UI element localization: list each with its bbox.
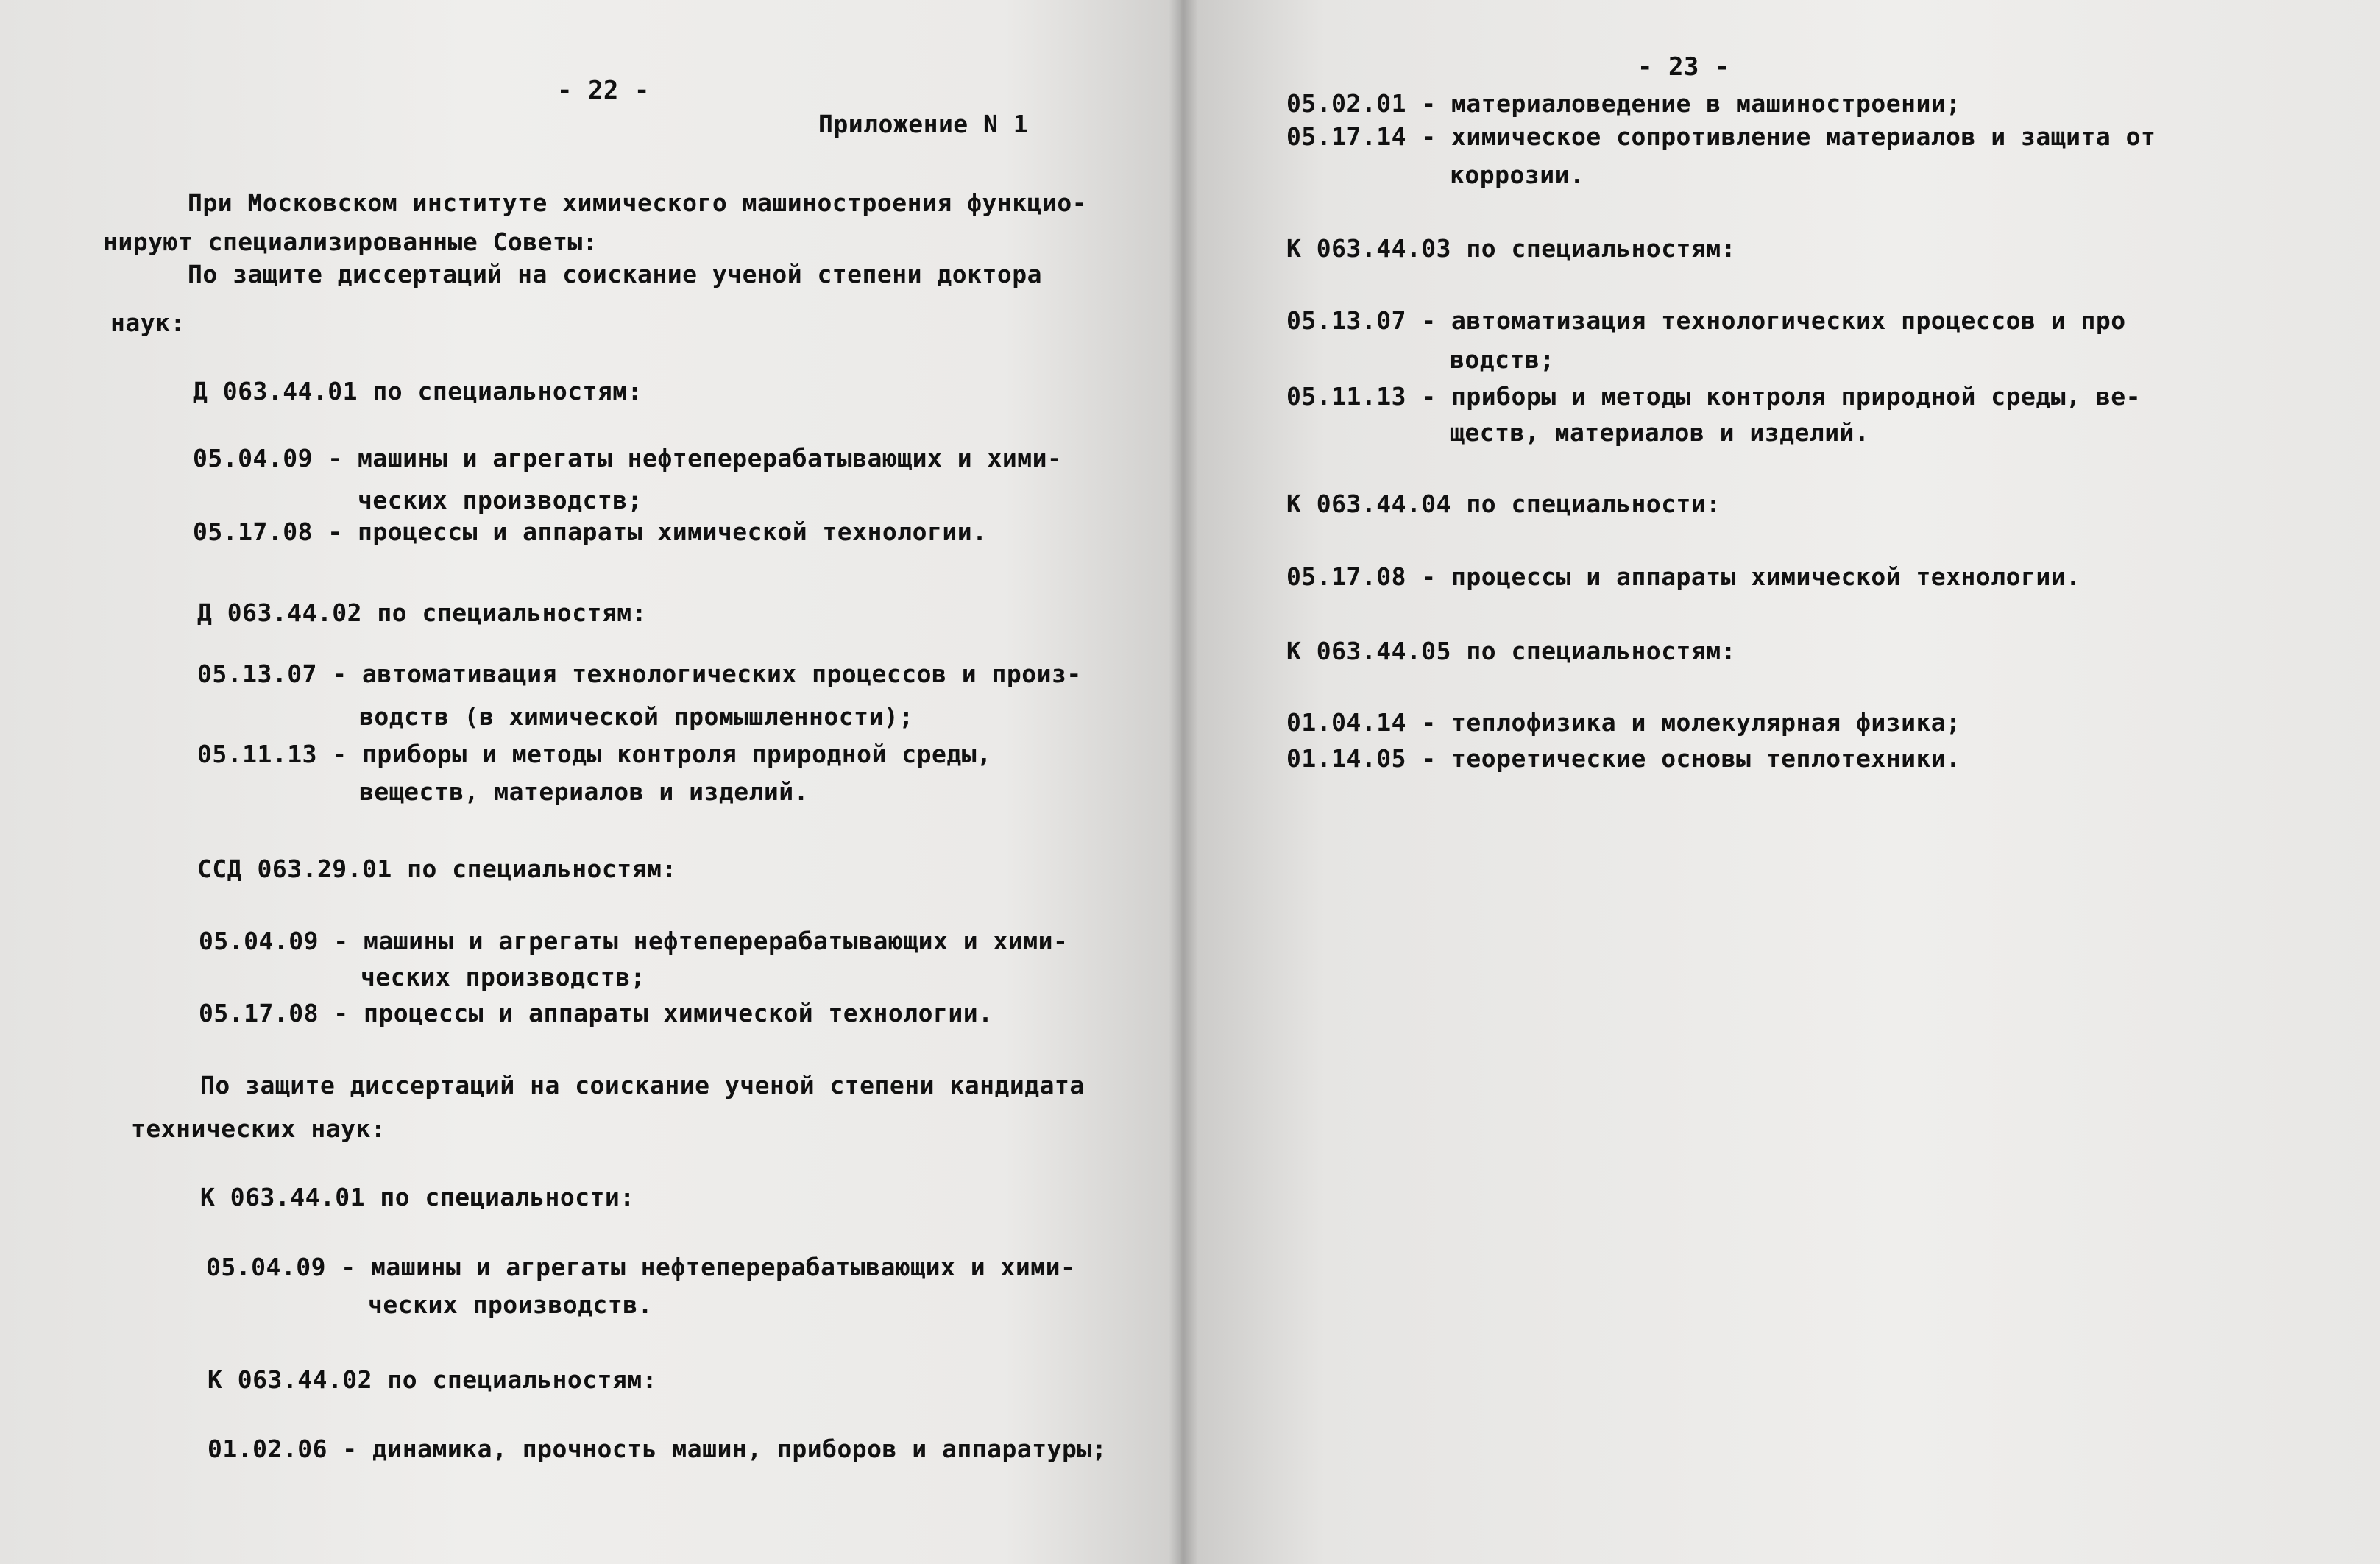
specialty-item: 05.13.07 - автоматизация технологических процессов и про bbox=[1286, 306, 2126, 335]
council-heading: Д 063.44.01 по специальностям: bbox=[193, 377, 643, 406]
appendix-heading: Приложение N 1 bbox=[818, 110, 1029, 138]
specialty-item: 05.04.09 - машины и агрегаты нефтеперерабатывающих и хими- bbox=[193, 444, 1063, 473]
council-heading: К 063.44.05 по специальностям: bbox=[1286, 637, 1737, 665]
specialty-item: ческих производств. bbox=[368, 1290, 653, 1319]
specialty-item: 01.14.05 - теоретические основы теплотехники. bbox=[1286, 744, 1961, 773]
section-heading-doctor: По защите диссертаций на соискание ученой степени доктора bbox=[188, 260, 1042, 289]
council-heading: К 063.44.02 по специальностям: bbox=[208, 1365, 658, 1394]
specialty-item: 05.17.08 - процессы и аппараты химической технологии. bbox=[1286, 562, 2081, 591]
council-heading: К 063.44.01 по специальности: bbox=[200, 1183, 635, 1211]
intro-text: При Московском институте химического машиностроения функцио- bbox=[188, 188, 1088, 217]
council-heading: Д 063.44.02 по специальностям: bbox=[197, 598, 648, 627]
specialty-item: 05.11.13 - приборы и методы контроля природной среды, ве- bbox=[1286, 382, 2141, 411]
specialty-item: 05.02.01 - материаловедение в машиностроении; bbox=[1286, 89, 1961, 118]
section-heading-candidate: По защите диссертаций на соискание ученой степени кандидата bbox=[200, 1071, 1085, 1100]
specialty-item: 01.02.06 - динамика, прочность машин, приборов и аппаратуры; bbox=[208, 1434, 1108, 1463]
left-page bbox=[0, 0, 1181, 1564]
council-heading: ССД 063.29.01 по специальностям: bbox=[197, 854, 677, 883]
specialty-item: коррозии. bbox=[1450, 160, 1585, 189]
section-heading-candidate: технических наук: bbox=[131, 1114, 386, 1143]
specialty-item: ществ, материалов и изделий. bbox=[1450, 418, 1870, 447]
specialty-item: ческих производств; bbox=[358, 486, 642, 514]
specialty-item: 01.04.14 - теплофизика и молекулярная физика; bbox=[1286, 708, 1961, 737]
specialty-item: 05.04.09 - машины и агрегаты нефтеперерабатывающих и хими- bbox=[199, 927, 1069, 955]
specialty-item: 05.17.14 - химическое сопротивление материалов и защита от bbox=[1286, 122, 2156, 151]
council-heading: К 063.44.04 по специальности: bbox=[1286, 489, 1721, 518]
specialty-item: водств; bbox=[1450, 345, 1555, 374]
page-number: - 23 - bbox=[1637, 52, 1730, 82]
right-page bbox=[1181, 0, 2380, 1564]
specialty-item: 05.13.07 - автомативация технологических процессов и произ- bbox=[197, 659, 1082, 688]
specialty-item: 05.04.09 - машины и агрегаты нефтеперерабатывающих и хими- bbox=[206, 1253, 1076, 1281]
section-heading-doctor: наук: bbox=[110, 308, 185, 337]
book-gutter-shadow bbox=[1169, 0, 1198, 1564]
specialty-item: веществ, материалов и изделий. bbox=[359, 777, 810, 806]
specialty-item: 05.17.08 - процессы и аппараты химической технологии. bbox=[199, 999, 994, 1027]
page-number: - 22 - bbox=[557, 76, 650, 105]
specialty-item: водств (в химической промышленности); bbox=[359, 702, 914, 731]
intro-text: нируют специализированные Советы: bbox=[103, 227, 598, 256]
specialty-item: 05.17.08 - процессы и аппараты химической технологии. bbox=[193, 517, 988, 546]
specialty-item: ческих производств; bbox=[361, 963, 645, 991]
council-heading: К 063.44.03 по специальностям: bbox=[1286, 234, 1737, 263]
specialty-item: 05.11.13 - приборы и методы контроля природной среды, bbox=[197, 740, 992, 768]
